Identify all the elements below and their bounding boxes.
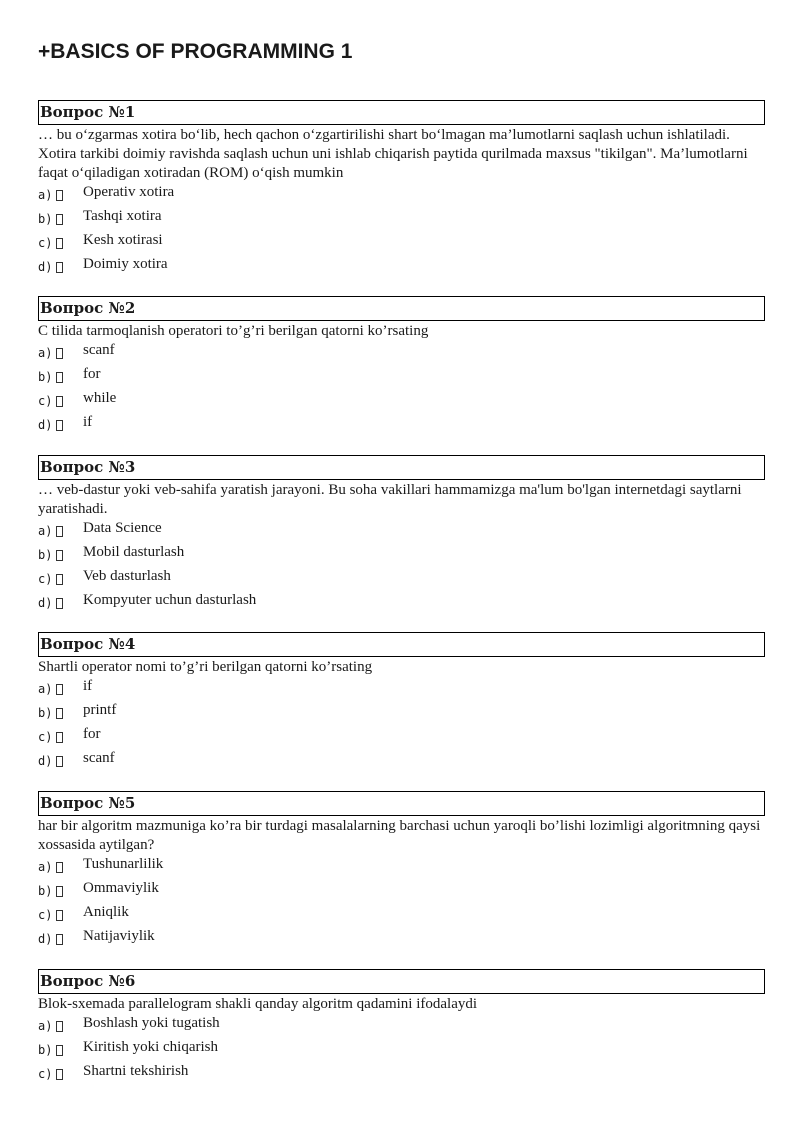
options-list [38,341,765,437]
checkbox-icon[interactable] [56,262,63,273]
checkbox-icon[interactable] [56,348,63,359]
option-text: Kiritish yoki chiqarish [83,1039,218,1055]
option-text: if [83,414,93,430]
option-text: Shartni tekshirish [83,1063,189,1079]
option-letter: d) [38,260,53,274]
question-4 [38,632,765,773]
question-text: Blok-sxemada parallelogram shakli qanday algoritm qadamini ifodalaydi [38,996,478,1012]
option-letter: b) [38,212,53,226]
option-d[interactable] [38,927,765,951]
option-text: Data Science [83,520,162,536]
option-a[interactable] [38,183,765,207]
option-text: Mobil dasturlash [83,544,185,560]
option-c[interactable] [38,231,765,255]
option-letter: a) [38,682,53,696]
question-header: Вопрос №5 [38,791,765,816]
options-list [38,855,765,951]
option-letter: b) [38,548,53,562]
option-a[interactable] [38,1014,765,1038]
checkbox-icon[interactable] [56,420,63,431]
option-c[interactable] [38,567,765,591]
checkbox-icon[interactable] [56,550,63,561]
option-a[interactable] [38,519,765,543]
option-letter: b) [38,884,53,898]
checkbox-icon[interactable] [56,396,63,407]
option-letter: b) [38,370,53,384]
option-text: while [83,390,117,406]
option-d[interactable] [38,749,765,773]
option-d[interactable] [38,255,765,279]
option-text: for [83,366,101,382]
option-text: Natijaviylik [83,928,155,944]
option-text: Kompyuter uchun dasturlash [83,592,257,608]
option-d[interactable] [38,591,765,615]
checkbox-icon[interactable] [56,934,63,945]
option-text: Tushunarlilik [83,856,164,872]
checkbox-icon[interactable] [56,1021,63,1032]
question-6 [38,969,765,1086]
option-b[interactable] [38,543,765,567]
option-letter: d) [38,596,53,610]
option-text: Boshlash yoki tugatish [83,1015,220,1031]
document-page [38,0,765,1081]
option-b[interactable] [38,701,765,725]
checkbox-icon[interactable] [56,756,63,767]
checkbox-icon[interactable] [56,708,63,719]
question-3 [38,455,765,615]
option-text: Tashqi xotira [83,208,162,224]
checkbox-icon[interactable] [56,1069,63,1080]
checkbox-icon[interactable] [56,732,63,743]
option-text: Operativ xotira [83,184,175,200]
option-letter: c) [38,908,53,922]
checkbox-icon[interactable] [56,1045,63,1056]
checkbox-icon[interactable] [56,684,63,695]
question-header: Вопрос №2 [38,296,765,321]
option-b[interactable] [38,207,765,231]
question-header: Вопрос №4 [38,632,765,657]
option-letter: c) [38,1067,53,1081]
option-letter: c) [38,394,53,408]
checkbox-icon[interactable] [56,862,63,873]
question-header: Вопрос №6 [38,969,765,994]
question-5 [38,791,765,951]
checkbox-icon[interactable] [56,574,63,585]
option-c[interactable] [38,903,765,927]
option-c[interactable] [38,725,765,749]
option-text: scanf [83,750,115,766]
option-b[interactable] [38,1038,765,1062]
option-text: Doimiy xotira [83,256,168,272]
option-a[interactable] [38,677,765,701]
option-a[interactable] [38,855,765,879]
option-letter: a) [38,346,53,360]
question-text: C tilida tarmoqlanish operatori to’g’ri berilgan qatorni ko’rsating [38,323,429,339]
option-b[interactable] [38,365,765,389]
checkbox-icon[interactable] [56,526,63,537]
question-header: Вопрос №3 [38,455,765,480]
question-1 [38,100,765,279]
option-a[interactable] [38,341,765,365]
option-text: for [83,726,101,742]
option-letter: a) [38,524,53,538]
document-title: +BASICS OF PROGRAMMING 1 [38,40,353,63]
checkbox-icon[interactable] [56,886,63,897]
option-text: Aniqlik [83,904,129,920]
checkbox-icon[interactable] [56,598,63,609]
option-letter: c) [38,730,53,744]
question-text: … veb-dastur yoki veb-sahifa yaratish jarayoni. Bu soha vakillari hammamizga ma'lum bo'lgan internetdagi saytlarni yaratishadi. [38,482,742,517]
option-letter: c) [38,572,53,586]
option-letter: c) [38,236,53,250]
option-c[interactable] [38,389,765,413]
question-header: Вопрос №1 [38,100,765,125]
option-b[interactable] [38,879,765,903]
option-text: Ommaviylik [83,880,159,896]
option-letter: b) [38,706,53,720]
option-text: scanf [83,342,115,358]
checkbox-icon[interactable] [56,238,63,249]
option-text: Kesh xotirasi [83,232,163,248]
question-text: … bu o‘zgarmas xotira bo‘lib, hech qachon o‘zgartirilishi shart bo‘lmagan ma’lumotlarni saqlash uchun ishlatiladi. Xotira tarkibi doimiy ravishda saqlash uchun uni ishlab chiqarish paytida qurilmada maxsus "tikilgan". Ma’lumotlarni faqat o‘qiladigan xotiradan (ROM) o‘qish mumkin [38,127,748,181]
option-d[interactable] [38,413,765,437]
option-text: if [83,678,93,694]
option-text: printf [83,702,117,718]
options-list [38,519,765,615]
option-letter: d) [38,932,53,946]
question-text: Shartli operator nomi to’g’ri berilgan qatorni ko’rsating [38,659,373,675]
option-letter: d) [38,418,53,432]
checkbox-icon[interactable] [56,372,63,383]
option-letter: a) [38,860,53,874]
question-text: har bir algoritm mazmuniga ko’ra bir turdagi masalalarning barchasi uchun yaroqli bo’lishi lozimligi algoritmning qaysi xossasida aytilgan? [38,818,761,853]
option-letter: b) [38,1043,53,1057]
options-list [38,183,765,279]
options-list [38,1014,765,1086]
checkbox-icon[interactable] [56,214,63,225]
options-list [38,677,765,773]
checkbox-icon[interactable] [56,190,63,201]
question-2 [38,296,765,437]
option-letter: a) [38,1019,53,1033]
checkbox-icon[interactable] [56,910,63,921]
option-c[interactable] [38,1062,765,1086]
option-letter: a) [38,188,53,202]
option-letter: d) [38,754,53,768]
option-text: Veb dasturlash [83,568,171,584]
